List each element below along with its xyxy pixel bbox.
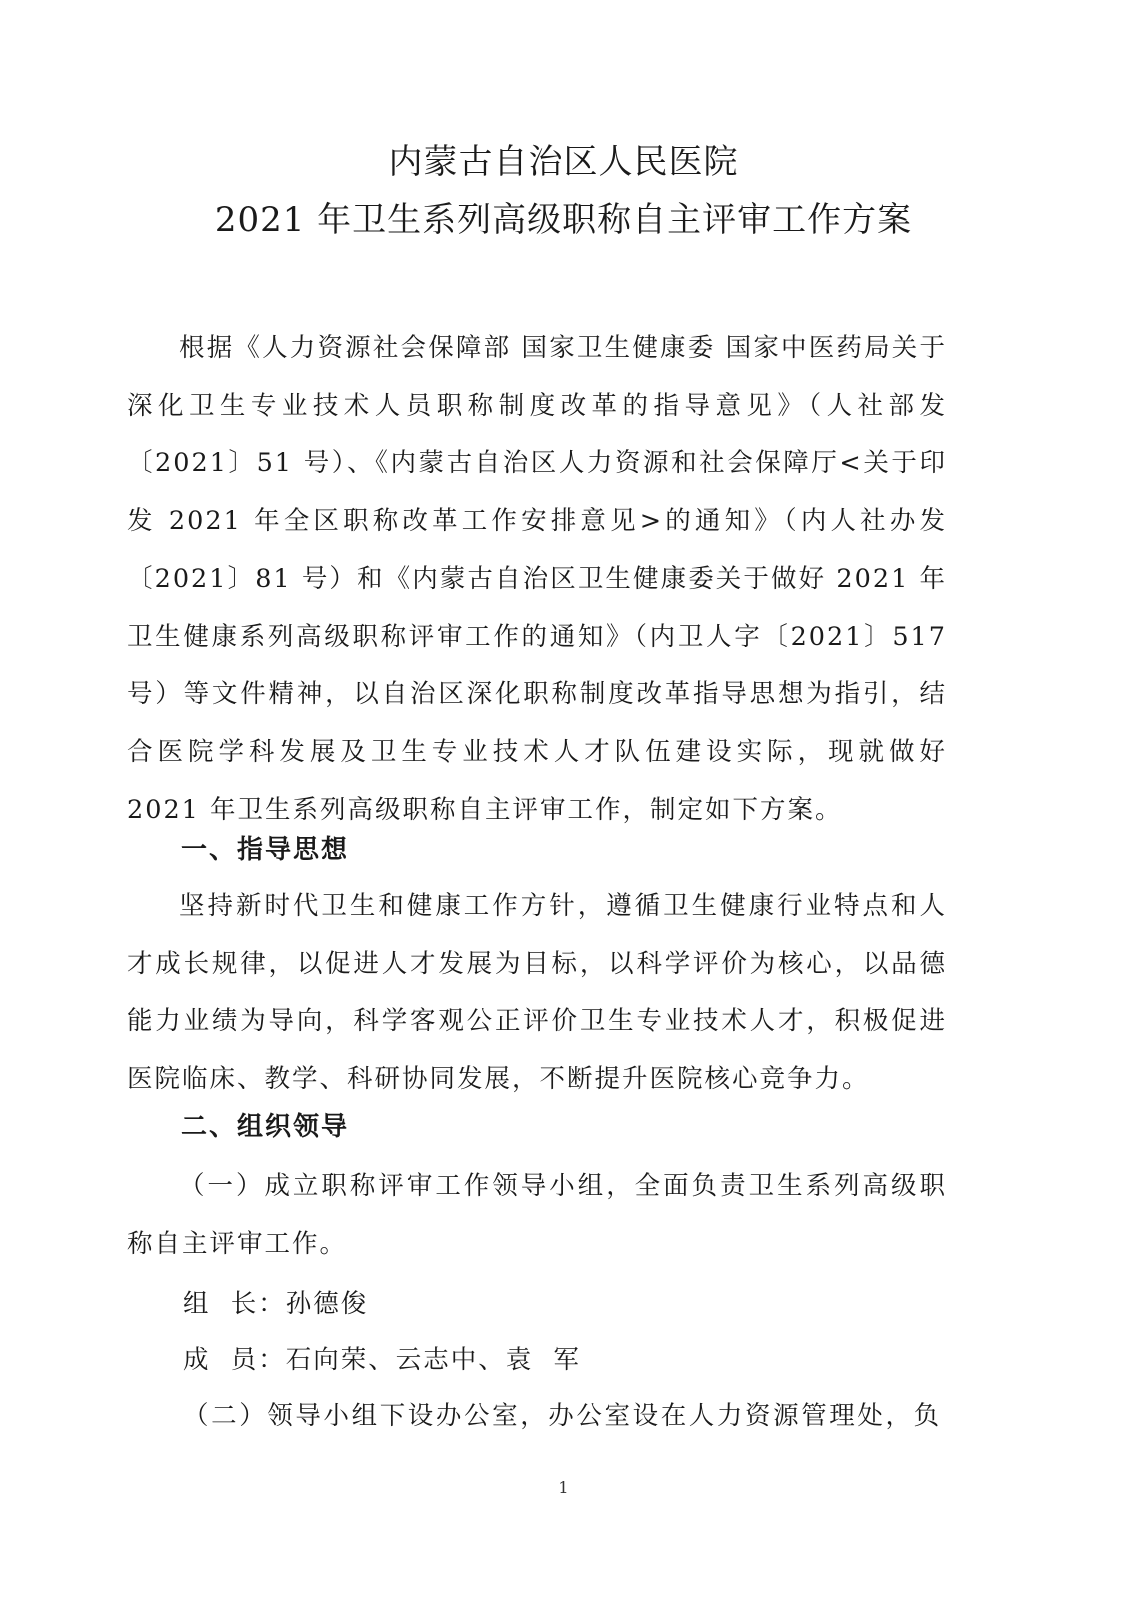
group-leader-line: 组 长：孙德俊 (183, 1289, 369, 1319)
guiding-ideology-paragraph: 坚持新时代卫生和健康工作方针，遵循卫生健康行业特点和人才成长规律，以促进人才发展为目标，以科学评价为核心，以品德能力业绩为导向，科学客观公正评价卫生专业技术人才，积极促进医院临床、教学、科研协同发展，不断提升医院核心竞争力。 (127, 891, 947, 1095)
document-title-line-1: 内蒙古自治区人民医院 (388, 142, 739, 182)
section-heading-guiding-ideology: 一、指导思想 (181, 835, 350, 865)
organization-item-2: （二）领导小组下设办公室，办公室设在人力资源管理处，负 (183, 1401, 942, 1431)
intro-paragraph: 根据《人力资源社会保障部 国家卫生健康委 国家中医药局关于深化卫生专业技术人员职称制度改革的指导意见》（人社部发〔2021〕51 号）、《内蒙古自治区人力资源和社会保障厅<关于印发 2021 年全区职称改革工作安排意见>的通知》（内人社办发〔2021〕81 号）和《内蒙古自治区卫生健康委关于做好 2021 年卫生健康系列高级职称评审工作的通知》（内卫人字〔2021〕517 号）等文件精神，以自治区深化职称制度改革指导思想为指引，结合医院学科发展及卫生专业技术人才队伍建设实际，现就做好 2021 年卫生系列高级职称自主评审工作，制定如下方案。 (127, 333, 947, 825)
document-title-line-2: 2021 年卫生系列高级职称自主评审工作方案 (214, 200, 913, 240)
organization-item-1: （一）成立职称评审工作领导小组，全面负责卫生系列高级职称自主评审工作。 (127, 1171, 947, 1259)
section-heading-organization: 二、组织领导 (181, 1112, 350, 1142)
page-number: 1 (558, 1478, 569, 1497)
group-members-line: 成 员：石向荣、云志中、袁 军 (183, 1345, 581, 1375)
